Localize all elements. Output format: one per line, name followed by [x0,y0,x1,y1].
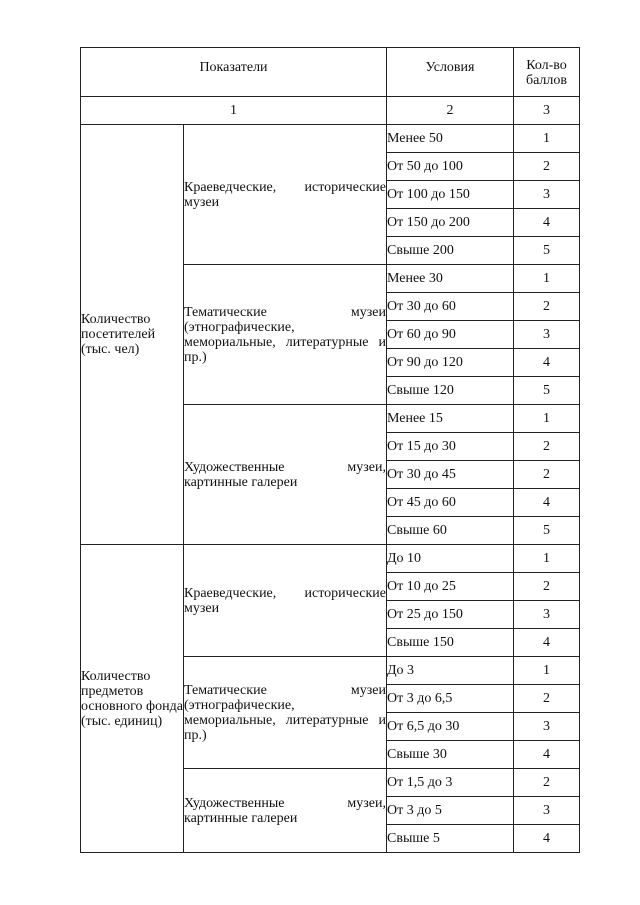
column-number-3: 3 [514,97,580,125]
condition-cell: От 10 до 25 [387,573,514,601]
points-cell: 4 [514,209,580,237]
museum-type-label: Краеведческие, исторические музеи [184,125,387,265]
points-cell: 2 [514,461,580,489]
points-cell: 2 [514,573,580,601]
table-header [81,48,580,125]
points-cell: 5 [514,377,580,405]
condition-cell: От 1,5 до 3 [387,769,514,797]
points-cell: 2 [514,433,580,461]
condition-cell: Менее 15 [387,405,514,433]
points-cell: 3 [514,601,580,629]
condition-cell: От 60 до 90 [387,321,514,349]
condition-cell: От 25 до 150 [387,601,514,629]
condition-cell: От 30 до 60 [387,293,514,321]
condition-cell: От 30 до 45 [387,461,514,489]
header-conditions: Условия [387,48,514,97]
points-cell: 2 [514,153,580,181]
points-cell: 3 [514,713,580,741]
condition-cell: От 3 до 6,5 [387,685,514,713]
condition-cell: От 15 до 30 [387,433,514,461]
condition-cell: От 6,5 до 30 [387,713,514,741]
condition-cell: Менее 50 [387,125,514,153]
condition-cell: От 45 до 60 [387,489,514,517]
points-cell: 1 [514,545,580,573]
condition-cell: Свыше 120 [387,377,514,405]
condition-cell: До 10 [387,545,514,573]
condition-cell: Менее 30 [387,265,514,293]
header-indicators: Показатели [81,48,387,97]
condition-cell: Свыше 200 [387,237,514,265]
points-cell: 1 [514,657,580,685]
museum-type-label: Тематические музеи (этнографические, мемориальные, литературные и пр.) [184,265,387,405]
table-body [81,125,580,853]
points-cell: 2 [514,769,580,797]
points-cell: 1 [514,125,580,153]
museum-type-label: Краеведческие, исторические музеи [184,545,387,657]
points-cell: 5 [514,237,580,265]
museum-score-table [80,47,580,853]
points-cell: 5 [514,517,580,545]
condition-cell: От 100 до 150 [387,181,514,209]
museum-type-label: Тематические музеи (этнографические, мемориальные, литературные и пр.) [184,657,387,769]
condition-cell: Свыше 60 [387,517,514,545]
points-cell: 1 [514,405,580,433]
points-cell: 4 [514,741,580,769]
table-row [81,125,580,153]
points-cell: 4 [514,489,580,517]
condition-cell: От 50 до 100 [387,153,514,181]
header-points: Кол-во баллов [514,48,580,97]
points-cell: 2 [514,293,580,321]
points-cell: 3 [514,321,580,349]
points-cell: 1 [514,265,580,293]
condition-cell: От 150 до 200 [387,209,514,237]
points-cell: 4 [514,349,580,377]
indicator-group-label: Количество посетителей (тыс. чел) [81,125,184,545]
header-row [81,48,580,97]
table-row [81,545,580,573]
museum-type-label: Художественные музеи, картинные галереи [184,769,387,853]
column-number-1: 1 [81,97,387,125]
points-cell: 4 [514,825,580,853]
indicator-group-label: Количество предметов основного фонда (тыс. единиц) [81,545,184,853]
condition-cell: От 90 до 120 [387,349,514,377]
condition-cell: Свыше 150 [387,629,514,657]
points-cell: 2 [514,685,580,713]
column-number-row [81,97,580,125]
points-cell: 3 [514,181,580,209]
points-cell: 4 [514,629,580,657]
condition-cell: Свыше 5 [387,825,514,853]
condition-cell: До 3 [387,657,514,685]
condition-cell: Свыше 30 [387,741,514,769]
column-number-2: 2 [387,97,514,125]
condition-cell: От 3 до 5 [387,797,514,825]
museum-type-label: Художественные музеи, картинные галереи [184,405,387,545]
points-cell: 3 [514,797,580,825]
